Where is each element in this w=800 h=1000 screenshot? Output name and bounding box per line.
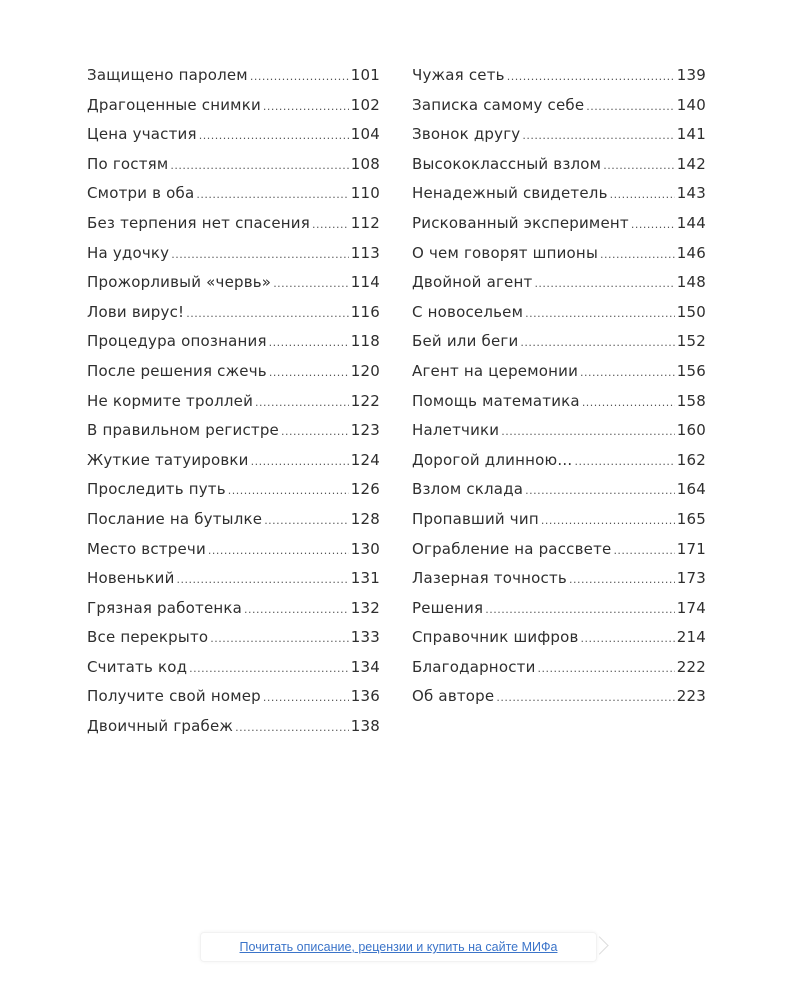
toc-entry-title: Благодарности [412, 657, 536, 676]
dot-leader [580, 366, 675, 379]
dot-leader [264, 514, 349, 527]
toc-entry-page: 120 [350, 361, 380, 380]
toc-entry[interactable] [87, 273, 380, 303]
toc-entry-page: 138 [350, 717, 380, 736]
toc-entry-page: 165 [676, 509, 706, 528]
toc-entry-title: Высококлассный взлом [412, 154, 602, 173]
dot-leader [263, 691, 349, 704]
dot-leader [586, 100, 674, 113]
dot-leader [631, 218, 675, 231]
toc-entry[interactable] [87, 628, 380, 658]
toc-entry[interactable] [412, 125, 706, 155]
toc-entry-title: Помощь математика [412, 391, 580, 410]
toc-entry[interactable] [87, 687, 380, 717]
toc-entry-page: 124 [350, 450, 380, 469]
toc-entry-page: 132 [350, 598, 380, 617]
toc-entry-title: Чужая сеть [412, 66, 505, 84]
toc-entry[interactable] [412, 184, 706, 214]
toc-entry[interactable] [87, 540, 380, 570]
toc-entry-title: Защищено паролем [87, 66, 248, 84]
toc-entry-page: 122 [350, 391, 380, 410]
toc-entry-page: 222 [676, 657, 706, 676]
toc-entry-page: 114 [350, 273, 380, 292]
toc-entry-page: 142 [676, 154, 706, 173]
toc-entry-page: 131 [350, 569, 380, 588]
toc-entry[interactable] [87, 451, 380, 481]
toc-entry[interactable] [412, 214, 706, 244]
toc-entry-page: 136 [350, 687, 380, 706]
toc-entry[interactable] [412, 155, 706, 185]
toc-entry[interactable] [412, 540, 706, 570]
toc-column-left [87, 66, 380, 747]
toc-entry[interactable] [412, 392, 706, 422]
toc-entry-title: Об авторе [412, 687, 495, 706]
toc-entry-title: Драгоценные снимки [87, 95, 261, 114]
toc-entry-title: По гостям [87, 154, 169, 173]
dot-leader [507, 70, 675, 83]
dot-leader [525, 484, 675, 497]
dot-leader [251, 455, 349, 468]
dot-leader [581, 632, 675, 645]
toc-entry[interactable] [87, 599, 380, 629]
toc-entry-title: Справочник шифров [412, 628, 579, 647]
toc-entry-title: Проследить путь [87, 480, 226, 499]
toc-entry[interactable] [87, 184, 380, 214]
toc-entry-page: 139 [676, 66, 706, 84]
toc-entry[interactable] [412, 303, 706, 333]
toc-entry-title: Смотри в оба [87, 184, 195, 203]
toc-entry-title: О чем говорят шпионы [412, 243, 598, 262]
toc-entry[interactable] [87, 480, 380, 510]
toc-entry-page: 160 [676, 421, 706, 440]
toc-entry-page: 158 [676, 391, 706, 410]
dot-leader [613, 544, 674, 557]
toc-entry-page: 223 [676, 687, 706, 706]
toc-entry[interactable] [412, 332, 706, 362]
toc-entry-page: 118 [350, 332, 380, 351]
toc-entry-page: 140 [676, 95, 706, 114]
toc-entry[interactable] [412, 510, 706, 540]
toc-entry[interactable] [412, 658, 706, 688]
dot-leader [534, 277, 674, 290]
toc-entry-title: Ненадежный свидетель [412, 184, 608, 203]
toc-entry-page: 174 [676, 598, 706, 617]
dot-leader [186, 307, 349, 320]
dot-leader [189, 662, 349, 675]
toc-entry-title: Бей или беги [412, 332, 519, 351]
dot-leader [244, 603, 349, 616]
toc-entry[interactable] [87, 658, 380, 688]
dot-leader [255, 396, 349, 409]
toc-entry[interactable] [87, 125, 380, 155]
dot-leader [522, 129, 674, 142]
toc-entry-title: Рискованный эксперимент [412, 213, 629, 232]
toc-entry-page: 110 [350, 184, 380, 203]
toc-entry-title: Взлом склада [412, 480, 524, 499]
toc-entry-page: 143 [676, 184, 706, 203]
dot-leader [600, 248, 675, 261]
toc-entry-title: Звонок другу [412, 125, 521, 144]
toc-entry[interactable] [412, 628, 706, 658]
toc-entry-title: Налетчики [412, 421, 500, 440]
toc-entry[interactable] [87, 214, 380, 244]
toc-entry[interactable] [412, 421, 706, 451]
toc-entry[interactable] [87, 569, 380, 599]
toc-entry-title: Получите свой номер [87, 687, 261, 706]
toc-entry[interactable] [412, 451, 706, 481]
toc-entry-page: 102 [350, 95, 380, 114]
toc-entry-page: 126 [350, 480, 380, 499]
toc-entry-title: Без терпения нет спасения [87, 213, 310, 232]
dot-leader [177, 573, 349, 586]
dot-leader [170, 159, 348, 172]
toc-entry[interactable] [412, 569, 706, 599]
toc-entry[interactable] [412, 687, 706, 717]
toc-entry-title: Считать код [87, 657, 188, 676]
dot-leader [208, 544, 349, 557]
dot-leader [569, 573, 675, 586]
dot-leader [520, 336, 674, 349]
toc-entry-page: 164 [676, 480, 706, 499]
toc-entry[interactable] [412, 362, 706, 392]
toc-entry-title: На удочку [87, 243, 170, 262]
toc-entry-title: Жуткие татуировки [87, 450, 249, 469]
toc-entry-title: Все перекрыто [87, 628, 209, 647]
dot-leader [269, 336, 349, 349]
toc-entry[interactable] [87, 392, 380, 422]
toc-entry-title: Процедура опознания [87, 332, 267, 351]
toc-entry-title: Дорогой длинною… [412, 450, 573, 469]
toc-entry[interactable] [87, 717, 380, 747]
toc-entry-title: Лазерная точность [412, 569, 567, 588]
dot-leader [582, 396, 675, 409]
toc-entry-title: Послание на бутылке [87, 509, 263, 528]
dot-leader [250, 70, 349, 83]
toc-entry-page: 123 [350, 421, 380, 440]
toc-entry[interactable] [87, 155, 380, 185]
toc-entry-page: 156 [676, 361, 706, 380]
toc-entry-page: 214 [676, 628, 706, 647]
dot-leader [541, 514, 675, 527]
toc-entry-title: Пропавший чип [412, 509, 539, 528]
toc-entry-title: Агент на церемонии [412, 361, 579, 380]
dot-leader [269, 366, 349, 379]
dot-leader [196, 188, 348, 201]
toc-entry-page: 104 [350, 125, 380, 144]
toc-entry-title: Грязная работенка [87, 598, 243, 617]
toc-entry-page: 112 [350, 213, 380, 232]
dot-leader [525, 307, 675, 320]
toc-entry-title: После решения сжечь [87, 361, 267, 380]
toc-entry-page: 116 [350, 302, 380, 321]
dot-leader [199, 129, 349, 142]
toc-entry-title: Цена участия [87, 125, 197, 144]
toc-entry[interactable] [87, 244, 380, 274]
dot-leader [263, 100, 349, 113]
toc-entry[interactable] [87, 332, 380, 362]
dot-leader [538, 662, 675, 675]
dot-leader [496, 691, 674, 704]
toc-column-right [412, 66, 706, 717]
toc-entry[interactable] [87, 66, 380, 96]
toc-entry-title: Прожорливый «червь» [87, 273, 272, 292]
chevron-right-icon [590, 936, 608, 954]
toc-entry-page: 173 [676, 569, 706, 588]
toc-entry-page: 162 [676, 450, 706, 469]
toc-entry-title: С новосельем [412, 302, 524, 321]
toc-entry[interactable] [87, 362, 380, 392]
toc-entry-page: 108 [350, 154, 380, 173]
toc-entry-page: 146 [676, 243, 706, 262]
toc-entry[interactable] [412, 244, 706, 274]
buy-on-mif-link[interactable]: Почитать описание, рецензии и купить на сайте МИФа [239, 940, 558, 954]
toc-entry-page: 133 [350, 628, 380, 647]
toc-entry[interactable] [87, 303, 380, 333]
toc-entry-title: В правильном регистре [87, 421, 279, 440]
dot-leader [235, 721, 349, 734]
toc-entry-page: 128 [350, 509, 380, 528]
toc-entry[interactable] [412, 599, 706, 629]
footer-link-box [200, 932, 597, 962]
toc-entry-title: Двойной агент [412, 273, 533, 292]
toc-entry[interactable] [412, 273, 706, 303]
dot-leader [610, 188, 675, 201]
toc-entry[interactable] [412, 66, 706, 96]
toc-entry-title: Не кормите троллей [87, 391, 254, 410]
toc-entry-title: Решения [412, 598, 484, 617]
dot-leader [281, 425, 349, 438]
toc-entry-page: 144 [676, 213, 706, 232]
dot-leader [210, 632, 349, 645]
toc-entry-title: Лови вирус! [87, 302, 185, 321]
dot-leader [273, 277, 349, 290]
dot-leader [312, 218, 349, 231]
toc-entry-title: Ограбление на рассвете [412, 539, 612, 558]
toc-entry-page: 148 [676, 273, 706, 292]
toc-entry-page: 113 [350, 243, 380, 262]
toc-entry[interactable] [412, 480, 706, 510]
dot-leader [485, 603, 675, 616]
dot-leader [171, 248, 349, 261]
dot-leader [228, 484, 349, 497]
toc-entry[interactable] [87, 96, 380, 126]
toc-entry-title: Двоичный грабеж [87, 717, 234, 736]
toc-entry[interactable] [87, 510, 380, 540]
toc-entry[interactable] [412, 96, 706, 126]
toc-entry-page: 101 [350, 66, 380, 84]
toc-entry[interactable] [87, 421, 380, 451]
dot-leader [603, 159, 675, 172]
toc-entry-page: 171 [676, 539, 706, 558]
dot-leader [575, 455, 675, 468]
toc-entry-page: 152 [676, 332, 706, 351]
toc-entry-page: 134 [350, 657, 380, 676]
toc-entry-title: Записка самому себе [412, 95, 585, 114]
toc-entry-title: Новенький [87, 569, 175, 588]
toc-entry-title: Место встречи [87, 539, 206, 558]
toc-entry-page: 150 [676, 302, 706, 321]
dot-leader [501, 425, 675, 438]
toc-entry-page: 130 [350, 539, 380, 558]
toc-entry-page: 141 [676, 125, 706, 144]
